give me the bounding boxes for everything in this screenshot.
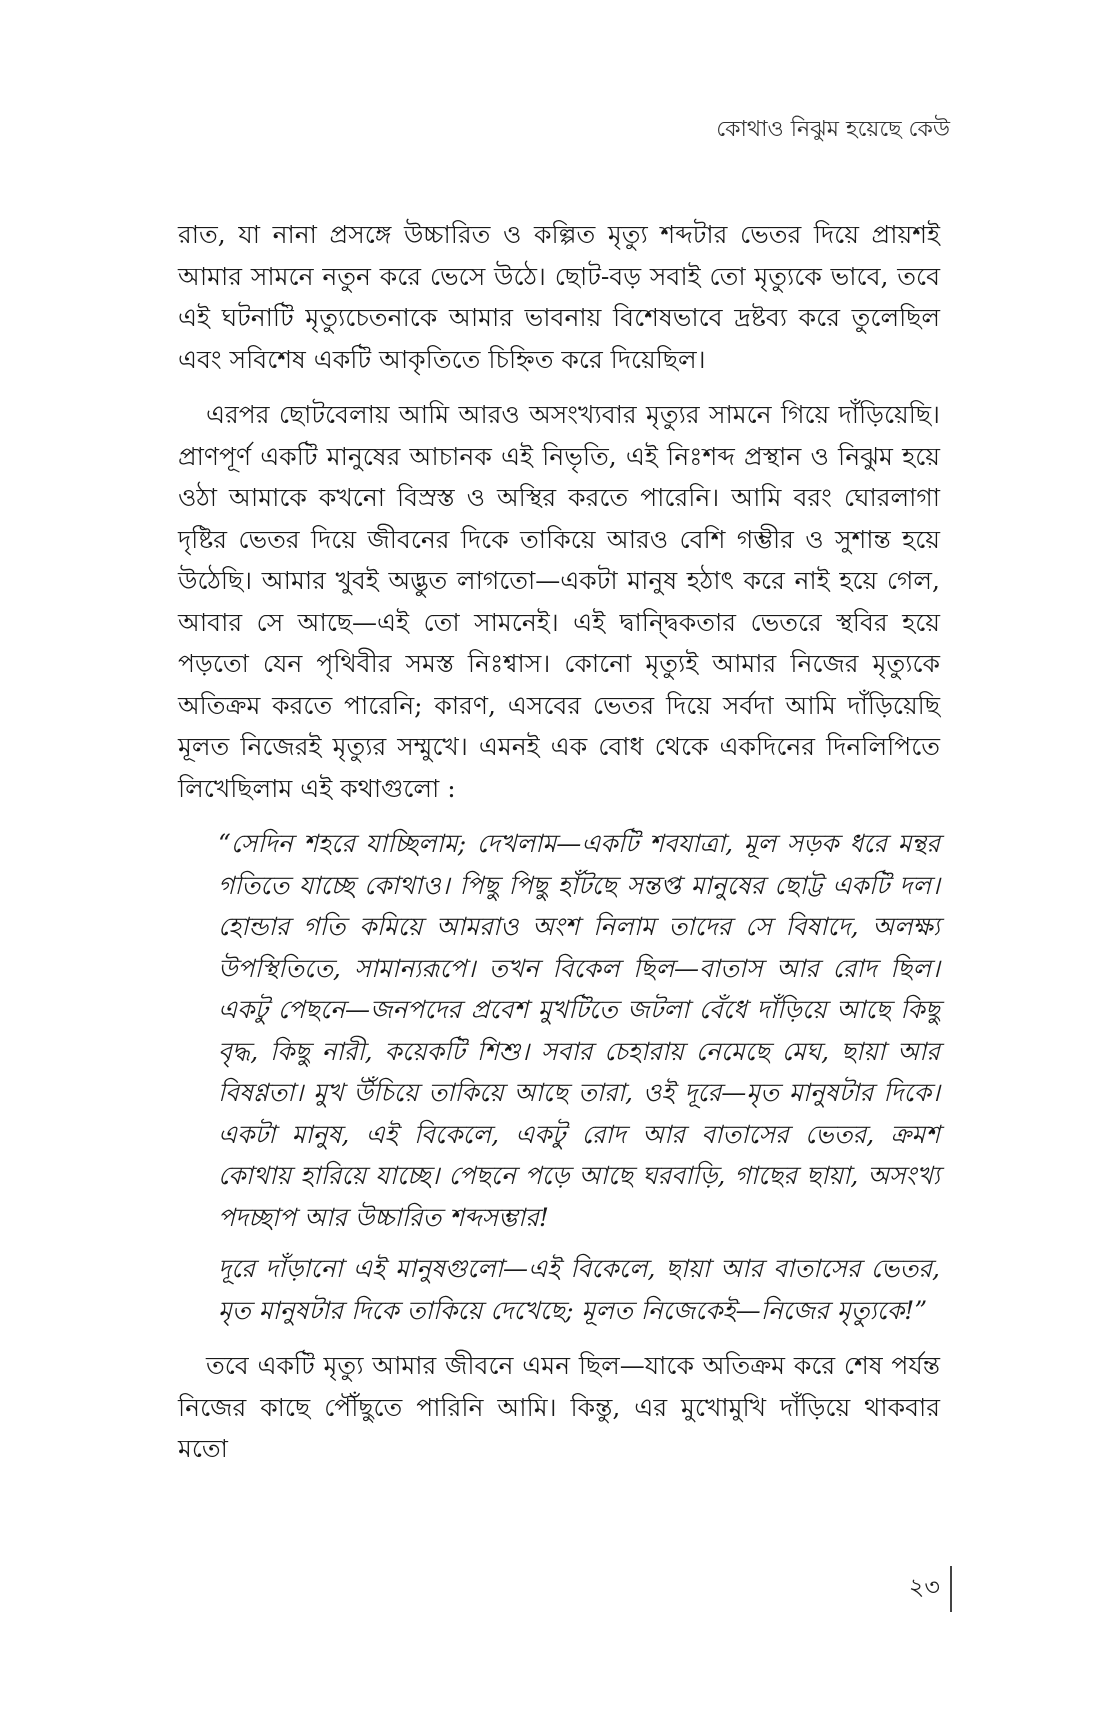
running-header: কোথাও নিঝুম হয়েছে কেউ xyxy=(716,117,950,142)
page-number-rule xyxy=(950,1566,952,1612)
body-text xyxy=(178,214,940,1484)
quote-paragraph: “সেদিন শহরে যাচ্ছিলাম; দেখলাম—একটি শবযাত্রা, মূল সড়ক ধরে মন্থর গতিতে যাচ্ছে কোথাও। পিছু পিছু হাঁটছে সন্তপ্ত মানুষের ছোট্ট একটি দল। হোন্ডার গতি কমিয়ে আমরাও অংশ নিলাম তাদের সে বিষাদে, অলক্ষ্য উপস্থিতিতে, সামান্যরূপে। তখন বিকেল ছিল—বাতাস আর রোদ ছিল। একটু পেছনে—জনপদের প্রবেশ মুখটিতে জটলা বেঁধে দাঁড়িয়ে আছে কিছু বৃদ্ধ, কিছু নারী, কয়েকটি শিশু। সবার চেহারায় নেমেছে মেঘ, ছায়া আর বিষণ্ণতা। মুখ উঁচিয়ে তাকিয়ে আছে তারা, ওই দূরে—মৃত মানুষটার দিকে। একটা মানুষ, এই বিকেলে, একটু রোদ আর বাতাসের ভেতর, ক্রমশ কোথায় হারিয়ে যাচ্ছে। পেছনে পড়ে আছে ঘরবাড়ি, গাছের ছায়া, অসংখ্য পদচ্ছাপ আর উচ্চারিত শব্দসম্ভার! xyxy=(218,829,940,1232)
page-footer xyxy=(909,1566,952,1612)
page-number: ২৩ xyxy=(908,1573,940,1601)
diary-quote xyxy=(218,823,940,1331)
paragraph: এরপর ছোটবেলায় আমি আরও অসংখ্যবার মৃত্যুর সামনে গিয়ে দাঁড়িয়েছি। প্রাণপূর্ণ একটি মানুষের আচানক এই নিভৃতি, এই নিঃশব্দ প্রস্থান ও নিঝুম হয়ে ওঠা আমাকে কখনো বিস্রস্ত ও অস্থির করতে পারেনি। আমি বরং ঘোরলাগা দৃষ্টির ভেতর দিয়ে জীবনের দিকে তাকিয়ে আরও বেশি গম্ভীর ও সুশান্ত হয়ে উঠেছি। আমার খুবই অদ্ভুত লাগতো—একটা মানুষ হঠাৎ করে নাই হয়ে গেল, আবার সে আছে—এই তো সামনেই। এই দ্বান্দ্বিকতার ভেতরে স্থবির হয়ে পড়তো যেন পৃথিবীর সমস্ত নিঃশ্বাস। কোনো মৃত্যুই আমার নিজের মৃত্যুকে অতিক্রম করতে পারেনি; কারণ, এসবের ভেতর দিয়ে সর্বদা আমি দাঁড়িয়েছি মূলত নিজেরই মৃত্যুর সম্মুখে। এমনই এক বোধ থেকে একদিনের দিনলিপিতে লিখেছিলাম এই কথাগুলো : xyxy=(178,400,940,803)
paragraph: তবে একটি মৃত্যু আমার জীবনে এমন ছিল—যাকে অতিক্রম করে শেষ পর্যন্ত নিজের কাছে পৌঁছুতে পারিনি আমি। কিন্তু, এর মুখোমুখি দাঁড়িয়ে থাকবার মতো xyxy=(178,1351,940,1463)
paragraph: রাত, যা নানা প্রসঙ্গে উচ্চারিত ও কল্পিত মৃত্যু শব্দটার ভেতর দিয়ে প্রায়শই আমার সামনে নতুন করে ভেসে উঠে। ছোট-বড় সবাই তো মৃত্যুকে ভাবে, তবে এই ঘটনাটি মৃত্যুচেতনাকে আমার ভাবনায় বিশেষভাবে দ্রষ্টব্য করে তুলেছিল এবং সবিশেষ একটি আকৃতিতে চিহ্নিত করে দিয়েছিল। xyxy=(178,220,940,374)
quote-paragraph: দূরে দাঁড়ানো এই মানুষগুলো—এই বিকেলে, ছায়া আর বাতাসের ভেতর, মৃত মানুষটার দিকে তাকিয়ে দেখেছে; মূলত নিজেকেই—নিজের মৃত্যুকে!” xyxy=(218,1254,940,1325)
